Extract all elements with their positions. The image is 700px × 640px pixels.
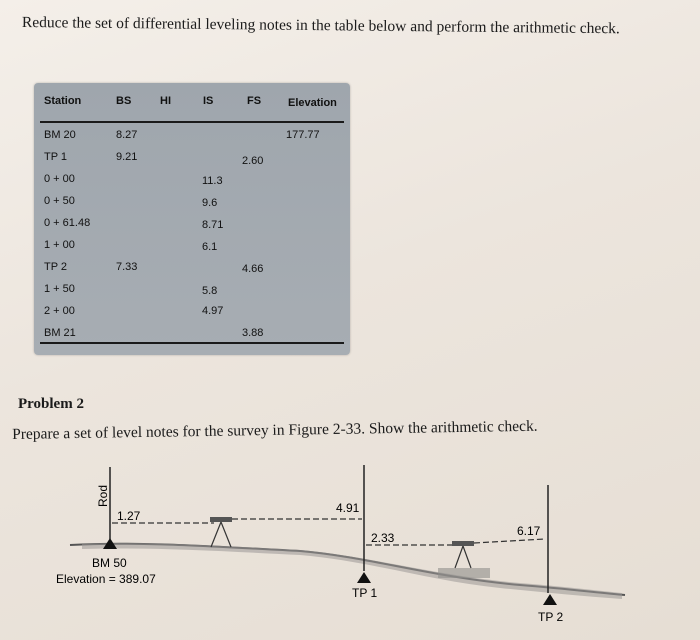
col-header-is: IS <box>203 95 214 107</box>
cell-station: 0 + 00 <box>44 173 75 185</box>
cell-station: TP 2 <box>44 261 68 273</box>
cell-station: 1 + 50 <box>44 283 75 295</box>
table-row <box>34 129 350 145</box>
table-row <box>34 151 350 167</box>
cell-is: 4.97 <box>202 305 224 317</box>
cell-elevation: 177.77 <box>286 129 320 141</box>
table-bottom-rule <box>40 342 344 344</box>
cell-is: 5.8 <box>202 285 218 297</box>
tripod-leg <box>463 546 471 568</box>
table-row <box>34 239 350 255</box>
header-rule <box>40 121 344 123</box>
tripod-leg <box>455 546 463 568</box>
instrument-2 <box>452 541 474 546</box>
table-header-row <box>40 95 344 121</box>
leveling-notes-table <box>34 83 350 355</box>
reading-bm50: 1.27 <box>117 509 141 523</box>
problem-title: Problem 2 <box>18 396 84 412</box>
bm50-elevation: Elevation = 389.07 <box>56 572 156 586</box>
cell-station: BM 20 <box>44 129 76 141</box>
reading-tp2: 6.17 <box>517 524 541 538</box>
cell-station: BM 21 <box>44 327 76 339</box>
instruction-text: Reduce the set of differential leveling notes in the table below and perform the arithmetic check. <box>21 14 620 38</box>
survey-figure <box>0 455 700 640</box>
reading-tp1-bs: 2.33 <box>371 531 395 545</box>
cell-station: 0 + 61.48 <box>44 217 91 229</box>
cell-is: 6.1 <box>202 241 218 253</box>
cell-fs: 4.66 <box>242 263 264 275</box>
ground-mound <box>438 568 490 578</box>
table-row <box>34 217 350 233</box>
cell-is: 11.3 <box>202 175 223 187</box>
tripod-leg <box>221 522 231 547</box>
cell-station: 2 + 00 <box>44 305 75 317</box>
tp2-label: TP 2 <box>538 610 564 624</box>
cell-station: 1 + 00 <box>44 239 75 251</box>
reading-tp1-fs: 4.91 <box>336 501 360 515</box>
tp1-marker <box>357 572 371 583</box>
table-row <box>34 261 350 277</box>
tripod-leg <box>211 522 221 547</box>
tp2-marker <box>543 594 557 605</box>
sight-line-4 <box>474 539 545 543</box>
table-row <box>34 327 350 343</box>
col-header-fs: FS <box>247 95 262 107</box>
cell-bs: 8.27 <box>116 129 138 141</box>
cell-fs: 3.88 <box>242 327 264 339</box>
col-header-bs: BS <box>116 95 132 107</box>
problem-text: Prepare a set of level notes for the survey in Figure 2-33. Show the arithmetic check. <box>12 417 538 443</box>
rod-label: Rod <box>96 484 110 508</box>
col-header-station: Station <box>44 95 82 107</box>
cell-bs: 9.21 <box>116 151 138 163</box>
cell-bs: 7.33 <box>116 261 138 273</box>
cell-station: TP 1 <box>44 151 68 163</box>
col-header-elevation: Elevation <box>288 97 337 109</box>
col-header-hi: HI <box>160 95 171 107</box>
table-row <box>34 195 350 211</box>
tp1-label: TP 1 <box>352 586 378 600</box>
bm50-label: BM 50 <box>92 556 127 570</box>
cell-is: 9.6 <box>202 197 218 209</box>
cell-fs: 2.60 <box>242 155 264 167</box>
cell-station: 0 + 50 <box>44 195 75 207</box>
table-row <box>34 305 350 321</box>
cell-is: 8.71 <box>202 219 224 231</box>
instrument-1 <box>210 517 232 522</box>
table-row <box>34 173 350 189</box>
table-row <box>34 283 350 299</box>
